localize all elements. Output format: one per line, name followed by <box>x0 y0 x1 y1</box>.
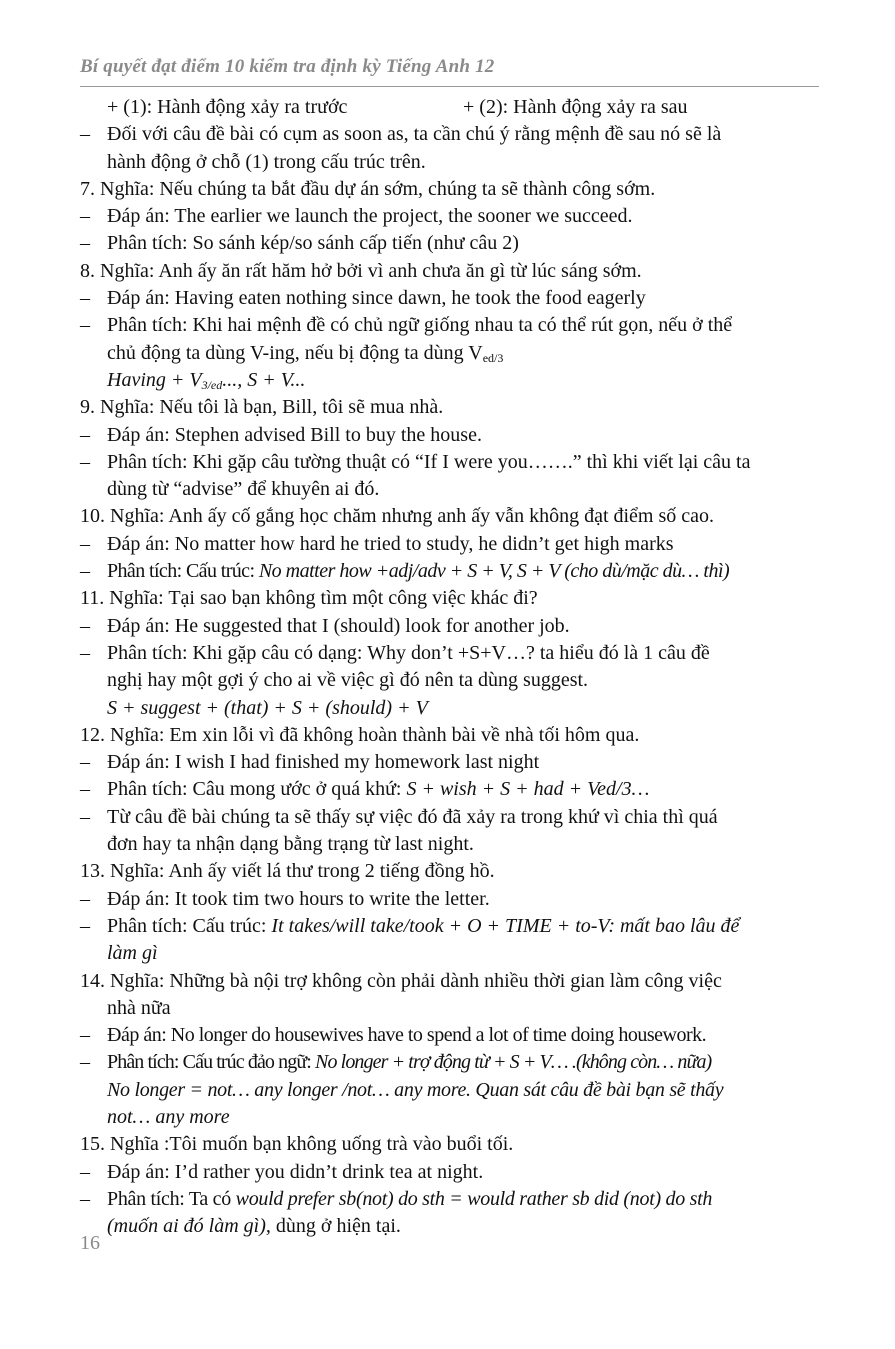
analysis-text <box>107 558 819 585</box>
bullet-dash: – <box>80 450 90 473</box>
item-15-meaning: 15. Nghĩa :Tôi muốn bạn không uống trà vào buổi tối. <box>80 1133 514 1156</box>
analysis-text: Phân tích: Khi hai mệnh đề có chủ ngữ giống nhau ta có thể rút gọn, nếu ở thể <box>107 314 733 337</box>
formula-text: (muốn ai đó làm gì), <box>107 1215 271 1238</box>
bullet-item <box>80 913 819 940</box>
running-header: Bí quyết đạt điểm 10 kiểm tra định kỳ Tiếng Anh 12 <box>80 56 495 77</box>
bullet-item <box>80 531 819 558</box>
bullet-item <box>80 886 819 913</box>
continuation-line <box>80 340 819 367</box>
bullet-dash: – <box>80 887 90 910</box>
continuation-text: chủ động ta dùng V-ing, nếu bị động ta dùng V <box>107 341 483 364</box>
bullet-item <box>80 285 819 312</box>
bullet-dash: – <box>80 232 90 255</box>
analysis-label: Phân tích: Câu mong ước ở quá khứ: <box>107 778 407 801</box>
item-10-meaning: 10. Nghĩa: Anh ấy cố gắng học chăm nhưng anh ấy vẫn không đạt điểm số cao. <box>80 505 715 528</box>
analysis-text: Phân tích: Khi gặp câu có dạng: Why don’t +S+V…? ta hiểu đó là 1 câu đề <box>107 641 710 664</box>
bullet-item <box>80 613 819 640</box>
bullet-dash: – <box>80 205 90 228</box>
bullet-text: Đối với câu đề bài có cụm as soon as, ta cần chú ý rằng mệnh đề sau nó sẽ là <box>107 123 722 146</box>
bullet-item <box>80 558 819 585</box>
header-rule <box>80 86 819 87</box>
item-11-meaning: 11. Nghĩa: Tại sao bạn không tìm một công việc khác đi? <box>80 587 538 610</box>
page-number: 16 <box>80 1232 100 1254</box>
item-9-meaning: 9. Nghĩa: Nếu tôi là bạn, Bill, tôi sẽ mua nhà. <box>80 396 444 419</box>
bullet-dash: – <box>80 1051 90 1074</box>
analysis-text: Phân tích: Khi gặp câu tường thuật có “If I were you…….” thì khi viết lại câu ta <box>107 450 751 473</box>
bullet-dash: – <box>80 560 90 583</box>
item-8-meaning: 8. Nghĩa: Anh ấy ăn rất hăm hở bởi vì anh chưa ăn gì từ lúc sáng sớm. <box>80 259 642 282</box>
bullet-item <box>80 640 819 667</box>
bullet-item <box>80 230 819 257</box>
continuation-text: dùng ở hiện tại. <box>270 1215 401 1238</box>
bullet-dash: – <box>80 287 90 310</box>
bullet-dash: – <box>80 123 90 146</box>
bullet-item <box>80 776 819 803</box>
bullet-dash: – <box>80 778 90 801</box>
continuation-line: làm gì <box>107 942 158 965</box>
bullet-item <box>80 804 819 831</box>
item-7-meaning: 7. Nghĩa: Nếu chúng ta bắt đầu dự án sớm, chúng ta sẽ thành công sớm. <box>80 177 656 200</box>
page-content <box>80 94 819 1240</box>
analysis-label: Phân tích: Cấu trúc: <box>107 560 259 583</box>
item-13-meaning: 13. Nghĩa: Anh ấy viết lá thư trong 2 tiếng đồng hồ. <box>80 860 495 883</box>
bullet-dash: – <box>80 641 90 664</box>
item-14-meaning: 14. Nghĩa: Những bà nội trợ không còn phải dành nhiều thời gian làm công việc <box>80 969 722 992</box>
bullet-dash: – <box>80 914 90 937</box>
bullet-dash: – <box>80 314 90 337</box>
continuation-line: No longer = not… any longer /not… any more. Quan sát câu đề bài bạn sẽ thấy <box>107 1078 724 1101</box>
formula-text: Having + V <box>107 368 202 391</box>
answer-text: Đáp án: No longer do housewives have to spend a lot of time doing housework. <box>107 1024 707 1047</box>
bullet-dash: – <box>80 614 90 637</box>
formula-text: No longer + trợ động từ + S + V… .(không còn… nữa) <box>315 1051 712 1074</box>
analysis-text: Phân tích: So sánh kép/so sánh cấp tiến (như câu 2) <box>107 232 519 255</box>
subscript: ed/3 <box>482 350 504 365</box>
bullet-item <box>80 422 819 449</box>
bullet-item <box>80 449 819 476</box>
formula-line: S + suggest + (that) + S + (should) + V <box>107 696 428 719</box>
bullet-dash: – <box>80 423 90 446</box>
bullet-dash: – <box>80 751 90 774</box>
bullet-item <box>80 1186 819 1213</box>
analysis-text <box>107 913 819 940</box>
formula-text: S + wish + S + had + Ved/3… <box>406 778 650 801</box>
continuation-line: nhà nữa <box>107 996 171 1019</box>
answer-text: Đáp án: Stephen advised Bill to buy the house. <box>107 423 482 446</box>
formula-text: would prefer sb(not) do sth = would rather sb did (not) do sth <box>235 1187 713 1210</box>
structure-note-second: + (2): Hành động xảy ra sau <box>463 96 688 118</box>
bullet-item <box>80 1049 819 1076</box>
structure-note-first: + (1): Hành động xảy ra trước <box>107 96 348 118</box>
answer-text: Đáp án: Having eaten nothing since dawn, he took the food eagerly <box>107 287 646 310</box>
subscript: 3/ed <box>201 377 223 392</box>
continuation-line: nghị hay một gợi ý cho ai về việc gì đó nên ta dùng suggest. <box>107 669 589 692</box>
item-12-meaning: 12. Nghĩa: Em xin lỗi vì đã không hoàn thành bài về nhà tối hôm qua. <box>80 723 640 746</box>
continuation-line: đơn hay ta nhận dạng bằng trạng từ last night. <box>107 833 474 856</box>
answer-text: Đáp án: I’d rather you didn’t drink tea at night. <box>107 1160 484 1183</box>
answer-text: Đáp án: He suggested that I (should) look for another job. <box>107 614 570 637</box>
analysis-text <box>107 776 819 803</box>
formula-line <box>80 367 819 394</box>
bullet-item <box>80 121 819 148</box>
continuation-line: dùng từ “advise” để khuyên ai đó. <box>107 478 380 501</box>
answer-text: Đáp án: No matter how hard he tried to study, he didn’t get high marks <box>107 532 674 555</box>
bullet-dash: – <box>80 1160 90 1183</box>
bullet-item <box>80 312 819 339</box>
analysis-label: Phân tích: Cấu trúc: <box>107 914 272 937</box>
bullet-text: Từ câu đề bài chúng ta sẽ thấy sự việc đó đã xảy ra trong khứ vì chia thì quá <box>107 805 718 828</box>
structure-note-row <box>80 94 819 121</box>
analysis-text <box>107 1186 819 1213</box>
answer-text: Đáp án: It took tim two hours to write the letter. <box>107 887 490 910</box>
formula-text: It takes/will take/took + O + TIME + to-V: mất bao lâu để <box>271 914 740 937</box>
continuation-line <box>80 1213 819 1240</box>
bullet-dash: – <box>80 532 90 555</box>
analysis-label: Phân tích: Cấu trúc đảo ngữ: <box>107 1051 316 1074</box>
bullet-item <box>80 1159 819 1186</box>
answer-text: Đáp án: I wish I had finished my homework last night <box>107 751 540 774</box>
bullet-dash: – <box>80 1187 90 1210</box>
bullet-dash: – <box>80 805 90 828</box>
bullet-dash: – <box>80 1024 90 1047</box>
bullet-item <box>80 1022 819 1049</box>
analysis-text <box>107 1049 819 1076</box>
answer-text: Đáp án: The earlier we launch the project, the sooner we succeed. <box>107 205 633 228</box>
bullet-item <box>80 749 819 776</box>
bullet-item <box>80 203 819 230</box>
continuation-line: not… any more <box>107 1105 230 1128</box>
analysis-label: Phân tích: Ta có <box>107 1187 236 1210</box>
formula-text: ..., S + V... <box>222 368 306 391</box>
continuation-line: hành động ở chỗ (1) trong cấu trúc trên. <box>107 150 426 173</box>
formula-text: No matter how +adj/adv + S + V, S + V (cho dù/mặc dù… thì) <box>258 560 730 583</box>
